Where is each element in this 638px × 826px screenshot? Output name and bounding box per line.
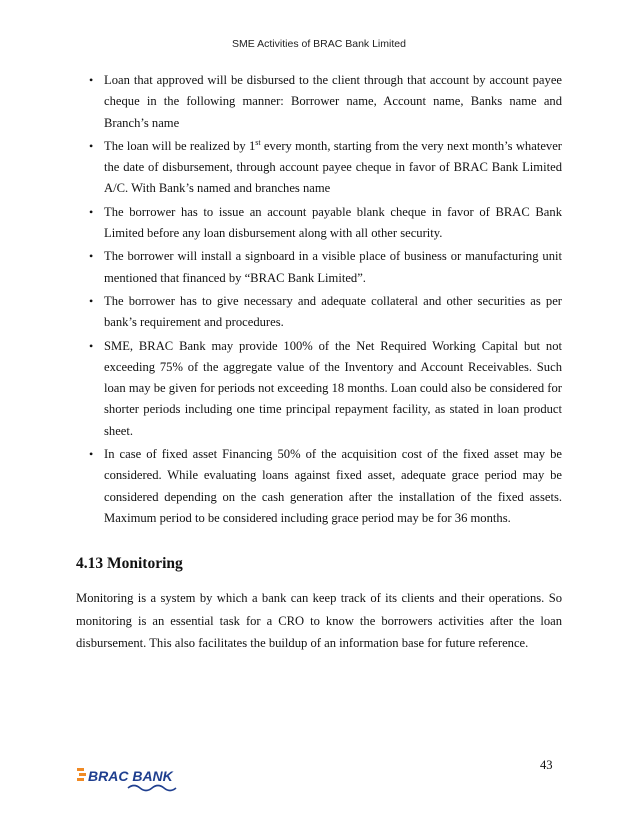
list-item-text: every month, starting from the very next month’s whatever the date of disbursement, through account payee cheque in favor of BRAC Bank Limited A/C. With Bank’s named and branches name: [104, 138, 562, 196]
list-item: [89, 336, 562, 442]
requirements-bullet-list: [89, 70, 562, 531]
logo-wordmark: BRAC BANK: [88, 768, 173, 784]
bullet-icon: •: [89, 73, 94, 87]
list-item: [89, 70, 562, 134]
list-item: [89, 291, 562, 334]
page-number: 43: [540, 758, 553, 772]
list-item-text: In case of fixed asset Financing 50% of the acquisition cost of the fixed asset may be considered. While evaluating loans against fixed asset, adequate grace period may be considered depending on the cash generation after the installation of the fixed assets. Maximum period to be considered including grace period may be for 36 months.: [104, 447, 562, 525]
bullet-icon: •: [89, 447, 94, 462]
list-item-text: The borrower has to issue an account payable blank cheque in favor of BRAC Bank Limited before any loan disbursement along with all other security.: [104, 204, 562, 241]
list-item: [89, 246, 562, 289]
section-heading: 4.13 Monitoring: [76, 555, 183, 572]
list-item: [89, 136, 562, 200]
brac-bank-logo: [76, 765, 192, 793]
bullet-icon: •: [89, 338, 94, 353]
bullet-icon: •: [89, 138, 94, 153]
list-item: [89, 202, 562, 245]
ordinal-superscript: st: [255, 137, 261, 147]
logo-script-icon: [128, 786, 176, 791]
section-paragraph: Monitoring is a system by which a bank can keep track of its clients and their operations. So monitoring is an essential task for a CRO to know the borrowers activities after the loan disbursement. This also facilitates the buildup of an information base for future reference.: [76, 591, 562, 650]
bullet-icon: •: [89, 204, 94, 219]
bullet-icon: •: [89, 249, 94, 264]
list-item: [89, 444, 562, 529]
list-item-text: SME, BRAC Bank may provide 100% of the Net Required Working Capital but not exceeding 75% of the aggregate value of the Inventory and Account Receivables. Such loan may be given for periods not exceeding 18 months. Loan could also be considered for shorter periods including one time principal repayment facility, as stated in loan product sheet.: [104, 338, 562, 438]
logo-mark-icon: [77, 768, 86, 781]
list-item-text: The borrower has to give necessary and adequate collateral and other securities as per bank’s requirement and procedures.: [104, 293, 562, 330]
list-item-text: The borrower will install a signboard in a visible place of business or manufacturing unit mentioned that financed by “BRAC Bank Limited”.: [104, 249, 562, 285]
running-header: SME Activities of BRAC Bank Limited: [232, 38, 406, 50]
list-item-text: The loan will be realized by 1: [104, 138, 256, 153]
bullet-icon: •: [89, 293, 94, 308]
list-item-text: Loan that approved will be disbursed to the client through that account by account payee cheque in the following manner: Borrower name, Account name, Banks name and Branch’s name: [104, 73, 562, 130]
